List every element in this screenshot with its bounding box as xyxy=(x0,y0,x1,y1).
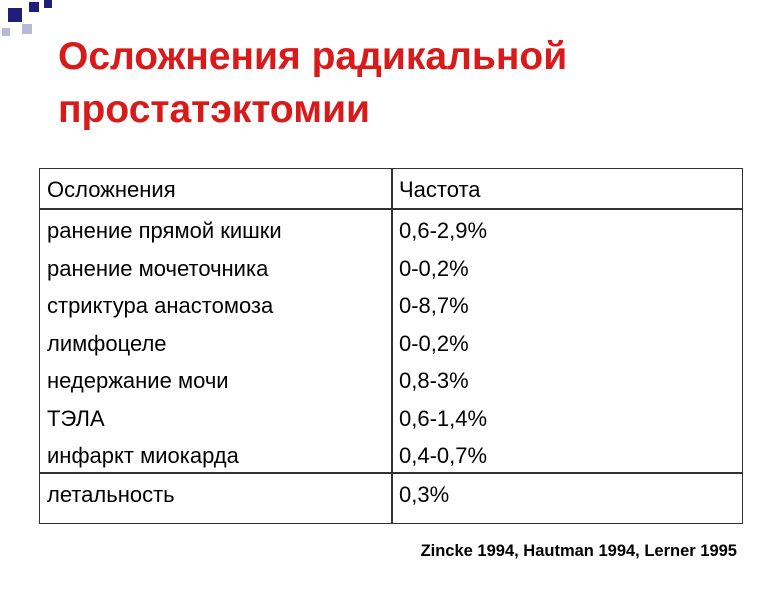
table-row-name: ранение мочеточника xyxy=(47,256,269,281)
table-footer-name: летальность xyxy=(47,482,175,507)
table-header-name: Осложнения xyxy=(47,177,176,202)
corner-square-decoration xyxy=(22,24,32,34)
table-row-frequency: 0,6-2,9% xyxy=(399,218,488,243)
corner-square-decoration xyxy=(2,28,10,36)
table-row-name: ранение прямой кишки xyxy=(47,218,282,243)
corner-square-decoration xyxy=(8,8,22,22)
corner-square-decoration xyxy=(29,2,39,12)
table-footer-frequency: 0,3% xyxy=(399,482,450,507)
table-row-frequency: 0-0,2% xyxy=(399,331,469,356)
table-row-frequency: 0-8,7% xyxy=(399,293,469,318)
table-row-frequency: 0,6-1,4% xyxy=(399,406,488,431)
header-divider xyxy=(40,208,742,210)
corner-square-decoration xyxy=(44,0,52,8)
source-citation: Zincke 1994, Hautman 1994, Lerner 1995 xyxy=(420,542,737,560)
table-row-name: лимфоцеле xyxy=(47,331,167,356)
table-row-name: ТЭЛА xyxy=(47,406,105,431)
complications-table xyxy=(39,168,743,524)
slide-title: Осложнения радикальной простатэктомии xyxy=(58,35,568,131)
table-row-frequency: 0,8-3% xyxy=(399,368,469,393)
table-row-frequency: 0,4-0,7% xyxy=(399,443,488,468)
table-row-frequency: 0-0,2% xyxy=(399,256,469,281)
column-divider xyxy=(391,169,393,523)
table-row-name: стриктура анастомоза xyxy=(47,293,274,318)
table-row-name: инфаркт миокарда xyxy=(47,443,239,468)
table-header-frequency: Частота xyxy=(399,177,481,202)
footer-divider xyxy=(40,472,742,474)
table-row-name: недержание мочи xyxy=(47,368,229,393)
